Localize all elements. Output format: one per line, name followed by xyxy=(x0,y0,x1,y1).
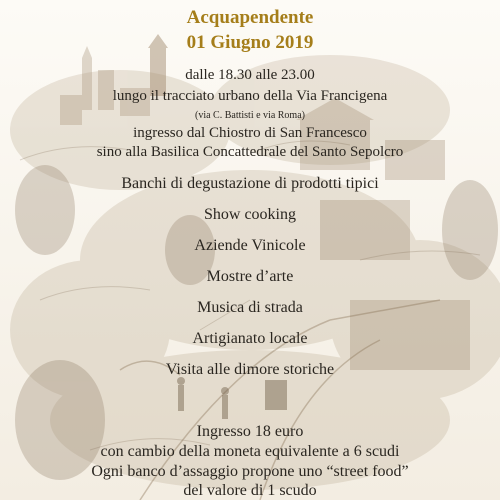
activity-item: Visita alle dimore storiche xyxy=(165,361,335,378)
town-title: Acquapendente xyxy=(186,7,314,28)
event-entrance: ingresso dal Chiostro di San Francesco xyxy=(133,125,367,141)
activity-item: Artigianato locale xyxy=(192,330,308,347)
activity-item: Mostre d’arte xyxy=(206,268,294,285)
pricing-entry: Ingresso 18 euro xyxy=(196,423,304,440)
pricing-tasting: Ogni banco d’assaggio propone uno “street food” xyxy=(91,463,409,480)
event-time: dalle 18.30 alle 23.00 xyxy=(185,67,315,83)
event-streets: (via C. Battisti e via Roma) xyxy=(195,110,305,121)
event-route: lungo il tracciato urbano della Via Francigena xyxy=(112,88,388,104)
pricing-value: del valore di 1 scudo xyxy=(183,482,317,499)
pricing-exchange: con cambio della moneta equivalente a 6 scudi xyxy=(100,443,400,460)
activity-item: Aziende Vinicole xyxy=(194,237,306,254)
activity-item: Show cooking xyxy=(204,206,296,223)
event-date: 01 Giugno 2019 xyxy=(186,32,314,53)
activity-item: Banchi di degustazione di prodotti tipici xyxy=(121,175,379,192)
activity-item: Musica di strada xyxy=(197,299,303,316)
event-destination: sino alla Basilica Concattedrale del Santo Sepolcro xyxy=(96,144,404,160)
